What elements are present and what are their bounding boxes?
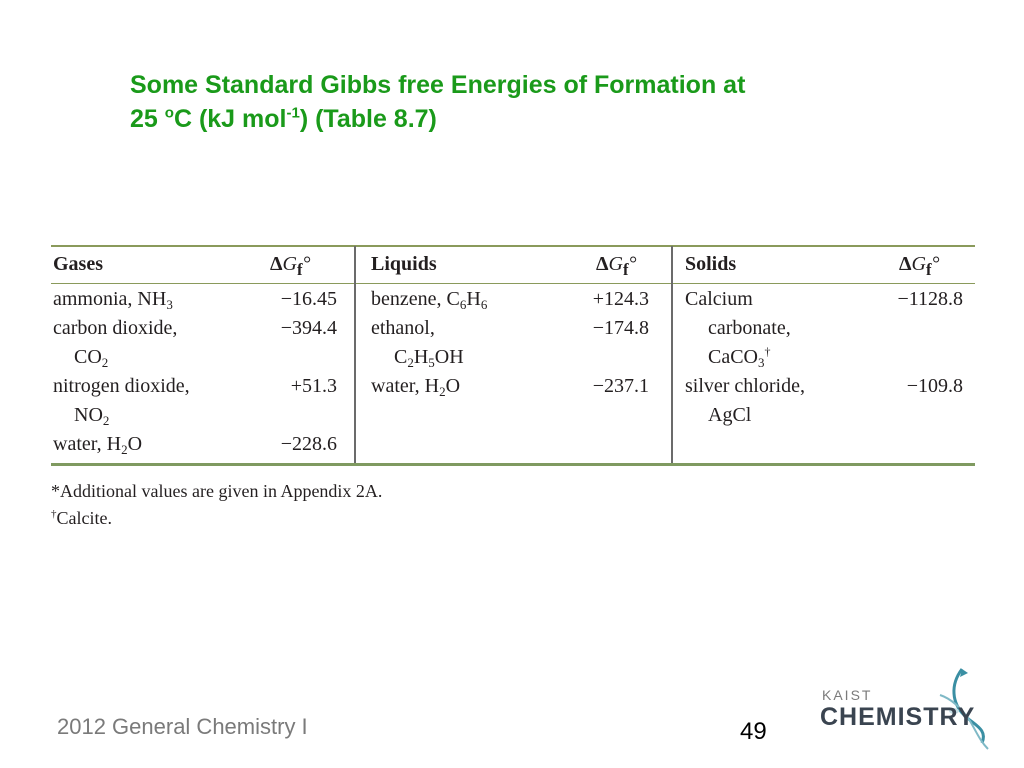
label: O [127,433,143,455]
subscript: 3 [166,297,173,312]
table-bottom-rule [51,463,975,466]
column-divider [671,246,673,463]
formula: OH [434,346,464,368]
gas-ammonia-value: −16.45 [280,288,337,310]
solid-calcium-formula [685,343,771,372]
gas-water-value: −228.6 [280,433,337,455]
liquid-water-value: −237.1 [592,375,649,397]
gas-co2: carbon dioxide, [53,317,178,339]
delta-symbol: Δ [596,253,609,275]
formula: CaCO [708,346,758,368]
table-header-rule [51,283,975,284]
solid-agcl-formula: AgCl [708,404,752,426]
liquid-benzene-value: +124.3 [592,288,649,310]
title-text: 25 [130,105,165,133]
f-subscript: f [926,260,932,279]
subscript: 5 [428,355,435,370]
kaist-chemistry-logo [812,665,992,755]
degree-superscript: o [164,104,174,122]
liquid-water [371,372,460,401]
formula: H [413,346,429,368]
label: ammonia, NH [53,288,167,310]
note-additional-values: *Additional values are given in Appendix 2A. [51,481,383,501]
dagger-mark: † [764,344,771,359]
subscript: 2 [439,384,446,399]
liquid-ethanol-formula [371,343,464,372]
label: O [445,375,461,397]
slide-title [130,68,950,136]
label: H [466,288,481,310]
gas-no2-formula [51,401,109,430]
subscript: 2 [407,355,414,370]
title-text: ) (Table 8.7) [299,105,437,133]
subscript: 3 [758,355,765,370]
logo-kaist-text: KAIST [822,687,873,703]
gas-co2-value: −394.4 [280,317,337,339]
header-delta-g [596,251,637,283]
label: water, H [371,375,440,397]
header-gases: Gases [53,253,103,275]
header-delta-g [899,251,940,283]
title-line-1: Some Standard Gibbs free Energies of Formation at [130,71,746,99]
subscript: 2 [101,355,109,370]
dagger-mark: † [51,508,57,520]
header-liquids: Liquids [371,253,437,275]
exponent-superscript: -1 [286,104,300,122]
formula: CO [74,346,102,368]
delta-symbol: Δ [270,253,283,275]
formula: C [394,346,408,368]
subscript: 6 [480,297,488,312]
title-text: C (kJ mol [173,105,287,133]
degree-symbol: ° [302,253,311,275]
gas-co2-formula [51,343,108,372]
logo-chemistry-text: CHEMISTRY [820,703,976,731]
header-solids: Solids [685,253,737,275]
f-subscript: f [297,260,303,279]
g-symbol: G [911,253,926,275]
degree-symbol: ° [931,253,940,275]
table-notes [51,478,382,532]
gas-ammonia [53,285,173,314]
solid-agcl: silver chloride, [685,375,805,397]
f-subscript: f [623,260,629,279]
label: water, H [53,433,122,455]
solid-calcium-cont: carbonate, [708,317,791,339]
liquid-benzene [371,285,487,314]
title-line-2 [130,102,950,136]
subscript: 2 [102,413,110,428]
gas-no2-value: +51.3 [290,375,337,397]
column-divider [354,246,356,463]
subscript: 2 [121,442,128,457]
gas-no2: nitrogen dioxide, [53,375,190,397]
page-number: 49 [740,718,767,745]
formula: NO [74,404,103,426]
note-calcite [51,505,382,532]
header-delta-g [270,251,311,283]
g-symbol: G [608,253,623,275]
footer-course: 2012 General Chemistry I [57,714,308,739]
table-top-rule [51,245,975,247]
subscript: 6 [459,297,467,312]
solid-agcl-value: −109.8 [906,375,963,397]
label: benzene, C [371,288,460,310]
liquid-ethanol: ethanol, [371,317,435,339]
degree-symbol: ° [628,253,637,275]
note-text: Calcite. [56,508,112,528]
solid-calcium-value: −1128.8 [897,288,963,310]
g-symbol: G [282,253,297,275]
delta-symbol: Δ [899,253,912,275]
solid-calcium: Calcium [685,288,753,310]
gas-water [53,430,142,459]
liquid-ethanol-value: −174.8 [592,317,649,339]
